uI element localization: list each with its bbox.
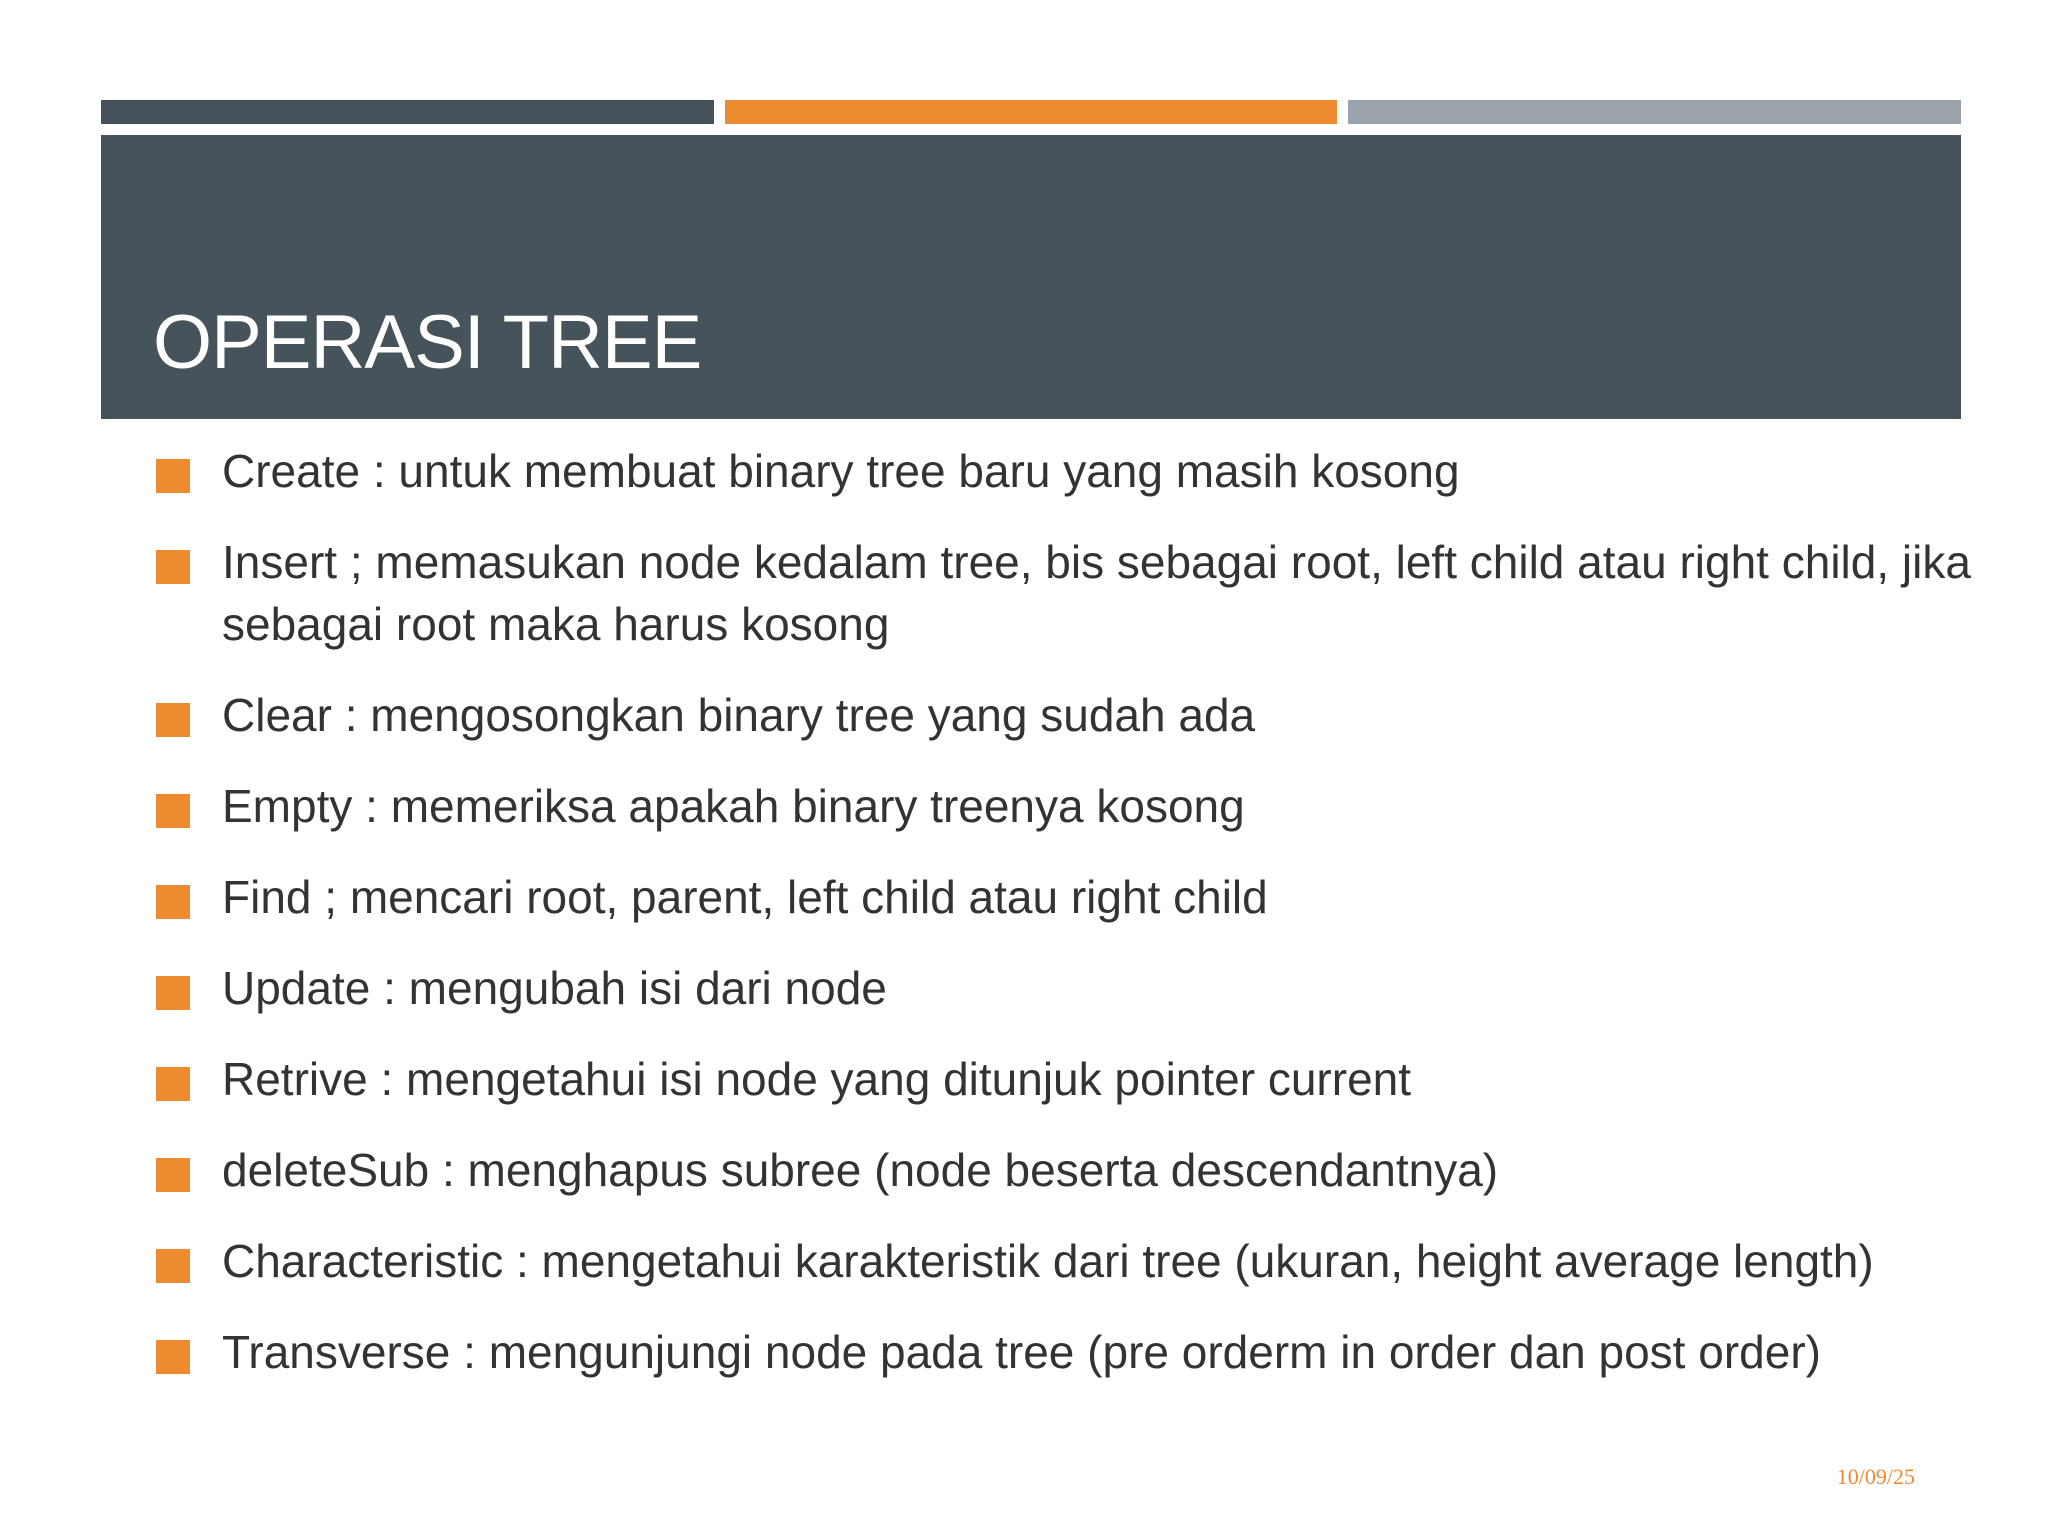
square-bullet-icon: [156, 1158, 190, 1192]
slide-title: OPERASI TREE: [153, 300, 702, 385]
bullet-text: Transverse : mengunjungi node pada tree (pre orderm in order dan post order): [222, 1326, 1821, 1378]
bullet-text: Clear : mengosongkan binary tree yang sudah ada: [222, 689, 1256, 741]
bullet-item: [0, 1321, 2048, 1383]
bullet-item: [0, 866, 2048, 928]
bullet-list: [0, 440, 2048, 1412]
square-bullet-icon: [156, 1067, 190, 1101]
bullet-text: Update : mengubah isi dari node: [222, 962, 887, 1014]
bullet-text: Retrive : mengetahui isi node yang ditunjuk pointer current: [222, 1053, 1412, 1105]
square-bullet-icon: [156, 703, 190, 737]
accent-bar-gray: [1348, 100, 1961, 124]
bullet-text: Insert ; memasukan node kedalam tree, bis sebagai root, left child atau right child, jika sebagai root maka harus kosong: [222, 536, 1971, 650]
accent-bar-dark: [101, 100, 714, 124]
bullet-text: deleteSub : menghapus subree (node beserta descendantnya): [222, 1144, 1499, 1196]
square-bullet-icon: [156, 459, 190, 493]
bullet-item: [0, 1230, 2048, 1292]
square-bullet-icon: [156, 794, 190, 828]
bullet-text: Characteristic : mengetahui karakteristik dari tree (ukuran, height average length): [222, 1235, 1874, 1287]
square-bullet-icon: [156, 885, 190, 919]
title-banner: [101, 135, 1961, 419]
slide-date: 10/09/25: [1836, 1464, 1915, 1489]
bullet-item: [0, 440, 2048, 502]
square-bullet-icon: [156, 1340, 190, 1374]
bullet-item: [0, 684, 2048, 746]
square-bullet-icon: [156, 976, 190, 1010]
square-bullet-icon: [156, 550, 190, 584]
bullet-item: [0, 957, 2048, 1019]
bullet-item: [0, 1139, 2048, 1201]
bullet-text: Empty : memeriksa apakah binary treenya kosong: [222, 780, 1245, 832]
bullet-text: Create : untuk membuat binary tree baru yang masih kosong: [222, 445, 1460, 497]
bullet-text: Find ; mencari root, parent, left child atau right child: [222, 871, 1268, 923]
bullet-item: [0, 531, 2048, 655]
accent-bar-orange: [725, 100, 1337, 124]
bullet-item: [0, 775, 2048, 837]
square-bullet-icon: [156, 1249, 190, 1283]
bullet-item: [0, 1048, 2048, 1110]
